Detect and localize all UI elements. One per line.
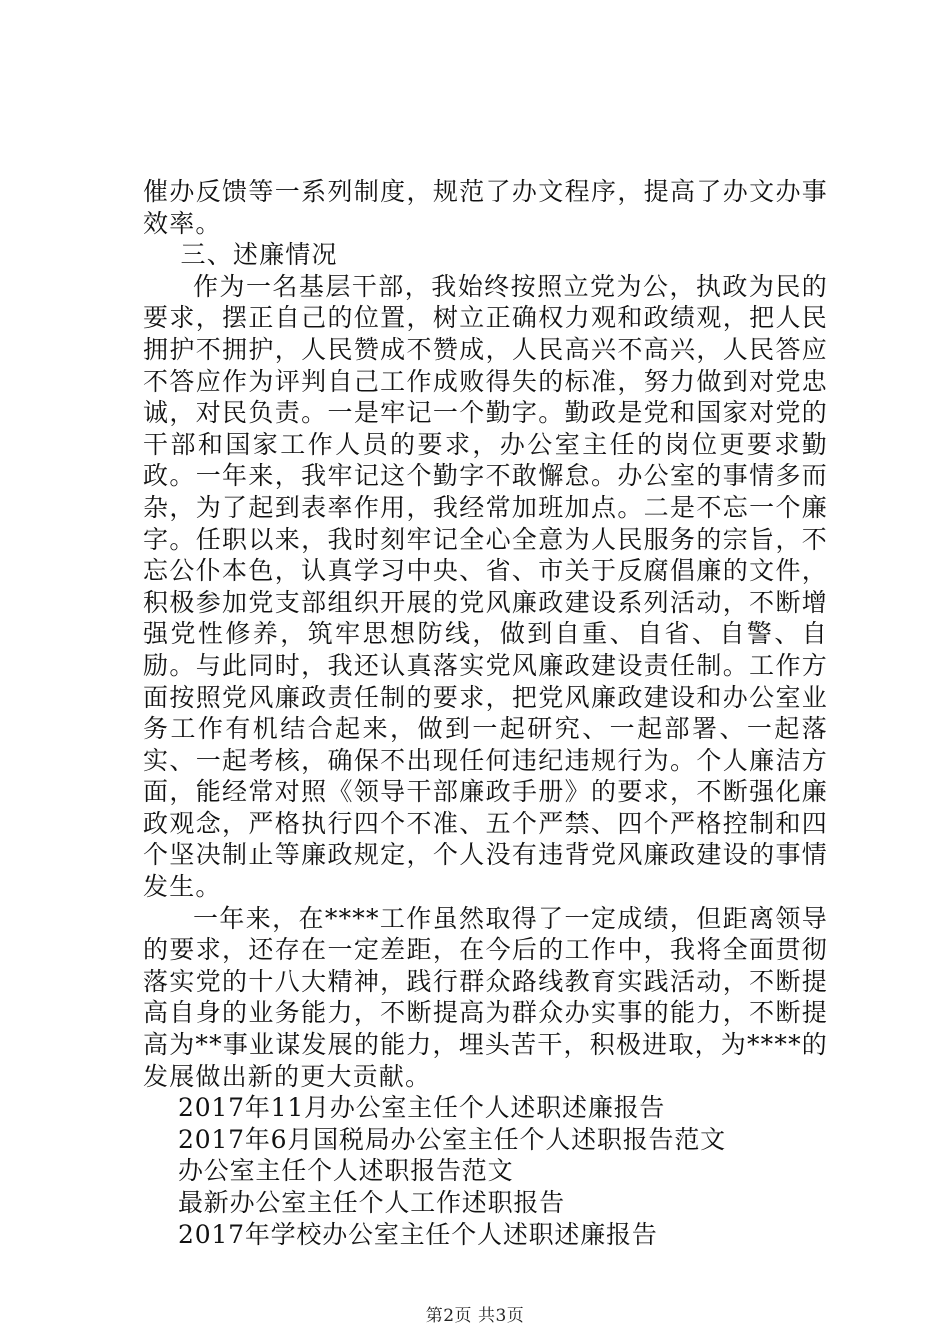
paragraph-continuation: 催办反馈等一系列制度，规范了办文程序，提高了办文办事效率。 (143, 177, 828, 238)
related-title-4[interactable]: 最新办公室主任个人工作述职报告 (178, 1188, 566, 1217)
section-heading: 三、述廉情况 (180, 240, 338, 270)
related-title-2[interactable]: 2017年6月国税局办公室主任个人述职报告范文 (178, 1124, 726, 1154)
related-title-5[interactable]: 2017年学校办公室主任个人述职述廉报告 (178, 1219, 658, 1249)
paragraph-conclusion: 一年来，在****工作虽然取得了一定成绩，但距离领导的要求，还存在一定差距，在今后的工作中，我将全面贯彻落实党的十八大精神，践行群众路线教育实践活动，不断提高自身的业务能力，不断提高为群众办实事的能力，不断提高为**事业谋发展的能力，埋头苦干，积极进取，为****的发展做出新的更大贡献。 (143, 903, 828, 1091)
related-title-3[interactable]: 办公室主任个人述职报告范文 (178, 1156, 514, 1186)
page-number-footer: 第2页 共3页 (425, 1306, 525, 1326)
related-title-1[interactable]: 2017年11月办公室主任个人述职述廉报告 (178, 1093, 666, 1123)
paragraph-integrity-report: 作为一名基层干部，我始终按照立党为公，执政为民的要求，摆正自己的位置，树立正确权力观和政绩观，把人民拥护不拥护，人民赞成不赞成，人民高兴不高兴，人民答应不答应作为评判自己工作成败得失的标准，努力做到对党忠诚，对民负责。一是牢记一个勤字。勤政是党和国家对党的干部和国家工作人员的要求，办公室主任的岗位更要求勤政。一年来，我牢记这个勤字不敢懈怠。办公室的事情多而杂，为了起到表率作用，我经常加班加点。二是不忘一个廉字。任职以来，我时刻牢记全心全意为人民服务的宗旨，不忘公仆本色，认真学习中央、省、市关于反腐倡廉的文件，积极参加党支部组织开展的党风廉政建设系列活动，不断增强党性修养，筑牢思想防线，做到自重、自省、自警、自励。与此同时，我还认真落实党风廉政建设责任制。工作方面按照党风廉政责任制的要求，把党风廉政建设和办公室业务工作有机结合起来，做到一起研究、一起部署、一起落实、一起考核，确保不出现任何违纪违规行为。个人廉洁方面，能经常对照《领导干部廉政手册》的要求，不断强化廉政观念，严格执行四个不准、五个严禁、四个严格控制和四个坚决制止等廉政规定，个人没有违背党风廉政建设的事情发生。 (143, 271, 828, 902)
document-body (143, 176, 828, 1250)
